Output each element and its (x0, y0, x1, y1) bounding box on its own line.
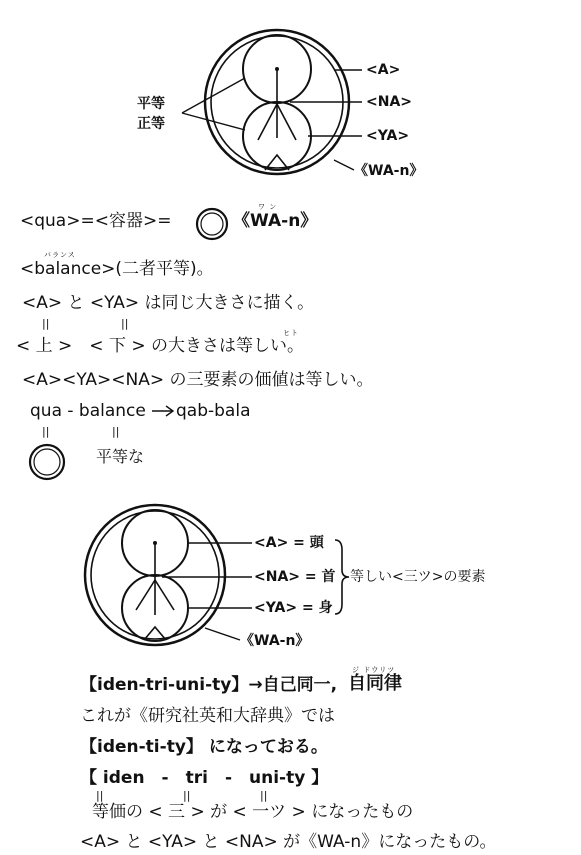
ruby-wan: ワ ン (258, 203, 278, 211)
wan-symbol-balance (30, 445, 64, 479)
eq-mark-4: || (112, 425, 120, 438)
line-split: 【 iden - tri - uni-ty 】 (80, 768, 329, 788)
eq-mark-7: || (260, 789, 268, 802)
line-three-values: <A><YA><NA> の三要素の価値は等しい。 (22, 370, 374, 390)
line-balance: <balance>(二者平等)。 (20, 259, 214, 279)
line-iden-tri: 【iden-tri-uni-ty】→自己同一, (80, 675, 338, 695)
line-kenkyusha: これが《研究社英和大辞典》では (80, 706, 335, 726)
ruby-hito: ヒト (283, 329, 299, 337)
line-qua-balance: qua - balance (30, 401, 146, 421)
line-a-ya: <A> と <YA> は同じ大きさに描く。 (22, 293, 315, 313)
left-label-seito: 正等 (137, 116, 165, 132)
eq-mark-3: || (42, 425, 50, 438)
line-value: 等価の < 三 > が < 一ツ > になったもの (92, 802, 414, 822)
ruby-jidouritsu: ジ ドウリツ (352, 666, 396, 674)
word-jidouritsu: 自同律 (348, 673, 402, 694)
line-qab-bala: qab-bala (176, 401, 251, 421)
label-na-neck: <NA> = 首 (254, 569, 336, 585)
label-heito-na: 平等な (96, 447, 145, 466)
line-up-down: < 上 > < 下 > の大きさは等しい。 (16, 336, 304, 356)
label-ya-body: <YA> = 身 (254, 600, 333, 616)
label-ya: <YA> (366, 128, 410, 144)
label-a-head: <A> = 頭 (254, 535, 324, 551)
wan-diagram-top (182, 30, 362, 174)
label-na: <NA> (366, 94, 413, 110)
label-equal-three: 等しい<三ツ>の要素 (350, 569, 486, 585)
eq-mark-6: || (183, 789, 191, 802)
line-iden-ti: 【iden-ti-ty】 になっておる。 (80, 737, 328, 757)
label-wan: 《WA-n》 (354, 163, 424, 179)
eq-mark-1: || (42, 317, 50, 330)
eq-mark-5: || (96, 789, 104, 802)
line-qua: <qua>=<容器>= (20, 211, 172, 231)
label-wan-2: 《WA-n》 (240, 633, 310, 649)
line-qua-wan: 《WA-n》 (233, 211, 318, 231)
ruby-balance: バランス (44, 251, 76, 259)
label-a: <A> (366, 62, 401, 78)
line-final: <A> と <YA> と <NA> が《WA-n》になったもの。 (80, 832, 497, 852)
left-label-heito: 平等 (137, 96, 165, 112)
eq-mark-2: || (121, 317, 129, 330)
